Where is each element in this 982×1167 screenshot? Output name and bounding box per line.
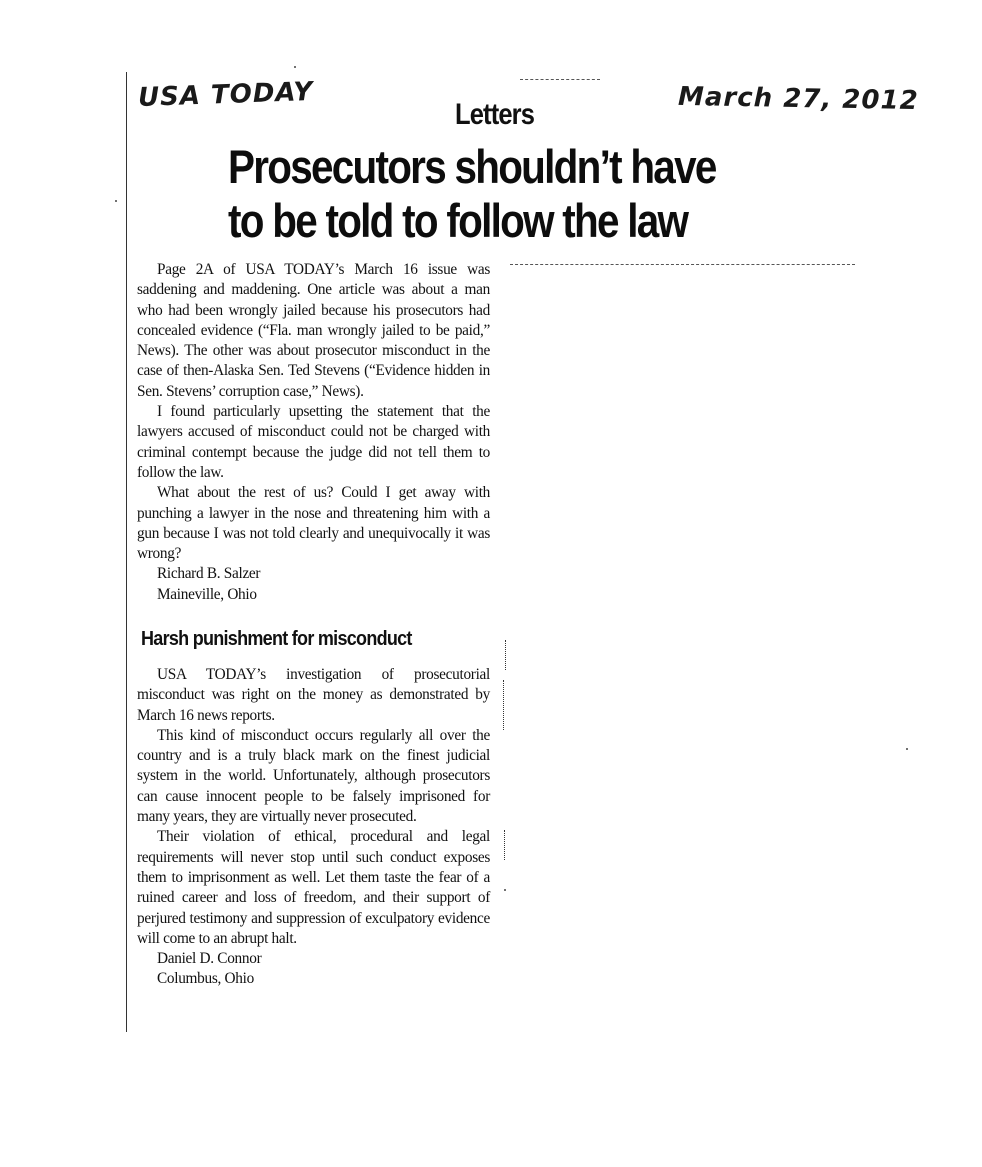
letter-2 (137, 665, 490, 990)
column-edge-mark-3 (504, 830, 505, 860)
scan-speck (115, 200, 117, 202)
headline-line: to be told to follow the law (228, 194, 688, 247)
letter-paragraph: Page 2A of USA TODAY’s March 16 issue was saddening and maddening. One article was about a man who had been wrongly jailed because his prosecutors had concealed evidence (“Fla. man wrongly jailed to be paid,” News). The other was about prosecutor misconduct in the case of then-Alaska Sen. Ted Stevens (“Evidence hidden in Sen. Stevens’ corruption case,” News). (137, 261, 490, 400)
column-edge-mark-2 (503, 680, 504, 730)
clipping-left-edge (126, 72, 127, 1032)
handwritten-date: March 27, 2012 (677, 81, 919, 117)
letter-author: Richard B. Salzer (157, 565, 261, 583)
headline-right-rule (510, 264, 855, 265)
letter-location: Maineville, Ohio (157, 585, 257, 603)
letter-paragraph: USA TODAY’s investigation of prosecutorial misconduct was right on the money as demonstrated by March 16 news reports. (137, 666, 490, 724)
letter-1 (137, 260, 490, 605)
letter-location: Columbus, Ohio (157, 970, 254, 988)
handwritten-publication: USA TODAY (137, 76, 314, 114)
letter-paragraph: What about the rest of us? Could I get away with punching a lawyer in the nose and threatening him with a gun because I was not told clearly and unequivocally it was wrong? (137, 484, 490, 563)
headline-line: Prosecutors shouldn’t have (228, 140, 716, 193)
letter-paragraph: Their violation of ethical, procedural and legal requirements will never stop until such conduct exposes them to imprisonment as well. Let them taste the fear of a ruined career and loss of freedom, and their support of perjured testimony and suppression of exculpatory evidence will come to an abrupt halt. (137, 828, 490, 947)
letter-paragraph: This kind of misconduct occurs regularly all over the country and is a truly black mark on the finest judicial system in the world. Unfortunately, although prosecutors can cause innocent people to be falsely imprisoned for many years, they are virtually never prosecuted. (137, 726, 490, 826)
letter-author: Daniel D. Connor (157, 950, 262, 968)
top-dashed-rule (520, 79, 600, 80)
letter-subhead: Harsh punishment for misconduct (141, 628, 412, 650)
column-edge-mark (505, 640, 506, 670)
headline (228, 140, 716, 248)
letter-paragraph: I found particularly upsetting the statement that the lawyers accused of misconduct could not be charged with criminal contempt because the judge did not tell them to follow the law. (137, 403, 490, 481)
scan-speck (906, 748, 908, 750)
scan-speck (294, 66, 296, 68)
section-label: Letters (455, 98, 535, 131)
scan-speck (504, 889, 506, 891)
